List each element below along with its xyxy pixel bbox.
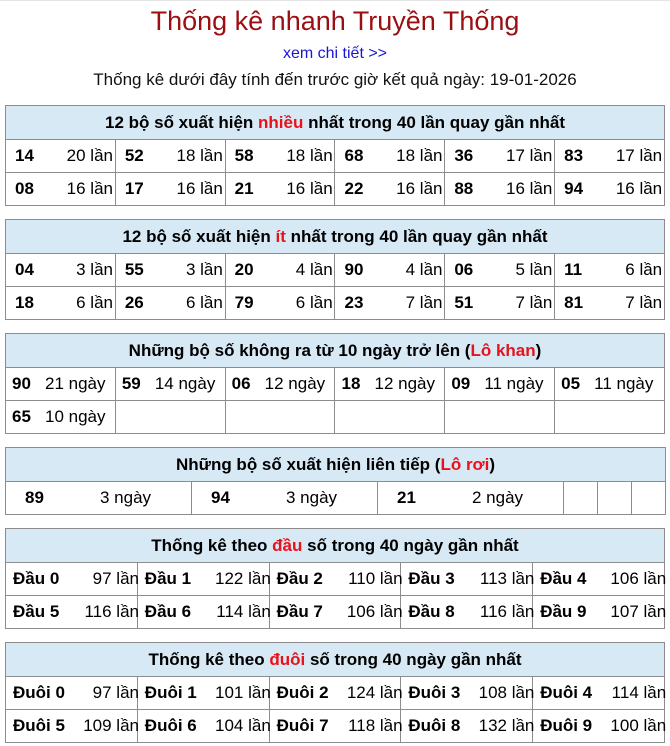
dau-cell: Đầu 5 116 lần [6, 596, 138, 629]
duoi-table [5, 642, 665, 743]
dau-cell: Đầu 7 106 lần [269, 596, 401, 629]
duoi-cell: Đuôi 2 124 lần [269, 677, 401, 710]
table-row [6, 254, 665, 287]
number-cell: 36 17 lần [445, 140, 555, 173]
number-cell: 18 12 ngày [335, 368, 445, 401]
number-cell: 18 6 lần [6, 287, 116, 320]
number-cell: 04 3 lần [6, 254, 116, 287]
dau-table [5, 528, 665, 629]
dau-cell: Đầu 8 116 lần [401, 596, 533, 629]
number-cell: 83 17 lần [555, 140, 665, 173]
table-row [6, 368, 665, 401]
table-row [6, 401, 665, 434]
table-row [6, 563, 665, 596]
most-frequent-table [5, 105, 665, 206]
table-row [6, 173, 665, 206]
lo-roi-table [5, 447, 666, 515]
duoi-cell: Đuôi 8 132 lần [401, 710, 533, 743]
number-cell: 21 2 ngày [378, 482, 564, 515]
duoi-cell: Đuôi 6 104 lần [137, 710, 269, 743]
dau-cell: Đầu 4 106 lần [533, 563, 665, 596]
number-cell: 17 16 lần [115, 173, 225, 206]
number-cell: 14 20 lần [6, 140, 116, 173]
number-cell: 08 16 lần [6, 173, 116, 206]
number-cell: 58 18 lần [225, 140, 335, 173]
dau-cell: Đầu 3 113 lần [401, 563, 533, 596]
number-cell: 90 4 lần [335, 254, 445, 287]
duoi-cell: Đuôi 1 101 lần [137, 677, 269, 710]
number-cell: 21 16 lần [225, 173, 335, 206]
duoi-cell: Đuôi 3 108 lần [401, 677, 533, 710]
duoi-cell: Đuôi 5 109 lần [6, 710, 138, 743]
most-frequent-header: 12 bộ số xuất hiện nhiều nhất trong 40 lần quay gần nhất [6, 106, 665, 140]
number-cell: 23 7 lần [335, 287, 445, 320]
lo-khan-table [5, 333, 665, 434]
dau-cell: Đầu 6 114 lần [137, 596, 269, 629]
table-row [6, 482, 666, 515]
number-cell: 88 16 lần [445, 173, 555, 206]
number-cell: 26 6 lần [115, 287, 225, 320]
table-row [6, 677, 665, 710]
number-cell: 81 7 lần [555, 287, 665, 320]
least-frequent-table [5, 219, 665, 320]
number-cell: 90 21 ngày [6, 368, 116, 401]
empty-cell [555, 401, 665, 434]
number-cell: 06 5 lần [445, 254, 555, 287]
number-cell: 59 14 ngày [115, 368, 225, 401]
number-cell: 89 3 ngày [6, 482, 192, 515]
duoi-header: Thống kê theo đuôi số trong 40 ngày gần nhất [6, 643, 665, 677]
page-title: Thống kê nhanh Truyền Thống [150, 6, 520, 36]
least-frequent-header: 12 bộ số xuất hiện ít nhất trong 40 lần quay gần nhất [6, 220, 665, 254]
number-cell: 55 3 lần [115, 254, 225, 287]
page-subtitle: Thống kê dưới đây tính đến trước giờ kết quả ngày: 19-01-2026 [93, 70, 577, 89]
empty-cell [115, 401, 225, 434]
table-row [6, 140, 665, 173]
lo-khan-header: Những bộ số không ra từ 10 ngày trở lên (Lô khan) [6, 334, 665, 368]
empty-cell [632, 482, 666, 515]
number-cell: 05 11 ngày [555, 368, 665, 401]
number-cell: 20 4 lần [225, 254, 335, 287]
number-cell: 11 6 lần [555, 254, 665, 287]
number-cell: 79 6 lần [225, 287, 335, 320]
number-cell: 94 3 ngày [192, 482, 378, 515]
table-row [6, 287, 665, 320]
number-cell: 22 16 lần [335, 173, 445, 206]
number-cell: 51 7 lần [445, 287, 555, 320]
number-cell: 68 18 lần [335, 140, 445, 173]
lo-roi-header: Những bộ số xuất hiện liên tiếp (Lô rơi) [6, 448, 666, 482]
dau-cell: Đầu 0 97 lần [6, 563, 138, 596]
empty-cell [564, 482, 598, 515]
number-cell: 52 18 lần [115, 140, 225, 173]
number-cell: 09 11 ngày [445, 368, 555, 401]
number-cell: 94 16 lần [555, 173, 665, 206]
duoi-cell: Đuôi 0 97 lần [6, 677, 138, 710]
duoi-cell: Đuôi 9 100 lần [533, 710, 665, 743]
view-details-link[interactable]: xem chi tiết >> [282, 45, 388, 62]
duoi-cell: Đuôi 4 114 lần [533, 677, 665, 710]
empty-cell [445, 401, 555, 434]
empty-cell [598, 482, 632, 515]
table-row [6, 596, 665, 629]
top-divider [0, 0, 670, 1]
dau-cell: Đầu 9 107 lần [533, 596, 665, 629]
table-row [6, 710, 665, 743]
dau-cell: Đầu 2 110 lần [269, 563, 401, 596]
dau-header: Thống kê theo đầu số trong 40 ngày gần nhất [6, 529, 665, 563]
number-cell: 06 12 ngày [225, 368, 335, 401]
number-cell: 65 10 ngày [6, 401, 116, 434]
empty-cell [225, 401, 335, 434]
dau-cell: Đầu 1 122 lần [137, 563, 269, 596]
empty-cell [335, 401, 445, 434]
duoi-cell: Đuôi 7 118 lần [269, 710, 401, 743]
